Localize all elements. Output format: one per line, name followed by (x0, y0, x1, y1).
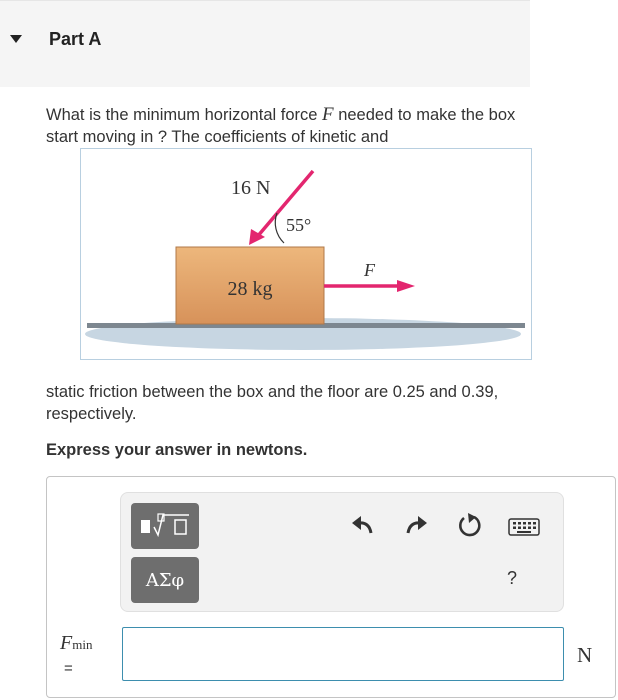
problem-figure (80, 148, 532, 360)
applied-force-label: F (364, 260, 375, 280)
help-button[interactable]: ? (507, 568, 518, 588)
keyboard-icon[interactable] (508, 517, 540, 542)
question-suffix: needed to make the box start moving in ? The coefficients of kinetic and (46, 106, 516, 146)
question-text-part1 (46, 104, 546, 148)
applied-force-arrowhead (397, 280, 415, 292)
answer-input[interactable] (122, 627, 564, 681)
answer-variable: F (60, 632, 73, 654)
greek-symbols-button[interactable]: ΑΣφ (131, 557, 199, 603)
angle-label: 55° (286, 215, 312, 235)
templates-icon (135, 509, 195, 543)
question-prefix: What is the minimum horizontal force (46, 106, 323, 124)
collapse-caret-icon[interactable] (10, 35, 22, 43)
answer-variable-label (60, 632, 92, 655)
templates-button[interactable] (131, 503, 199, 549)
redo-icon[interactable] (404, 513, 430, 542)
answer-equals: = (64, 660, 73, 677)
force-magnitude-label: 16 N (231, 177, 271, 199)
question-text-part2: static friction between the box and the floor are 0.25 and 0.39, respectively. (46, 383, 499, 423)
angle-arc (275, 213, 284, 243)
mass-label: 28 kg (227, 278, 273, 300)
undo-icon[interactable] (349, 513, 375, 542)
part-title: Part A (49, 29, 102, 49)
answer-instruction: Express your answer in newtons. (46, 441, 308, 459)
answer-subscript: min (72, 637, 93, 652)
figure-svg (81, 149, 531, 359)
answer-unit: N (577, 643, 593, 667)
part-header[interactable] (0, 0, 530, 87)
reset-icon[interactable] (456, 512, 484, 545)
force-symbol: F (322, 104, 334, 125)
